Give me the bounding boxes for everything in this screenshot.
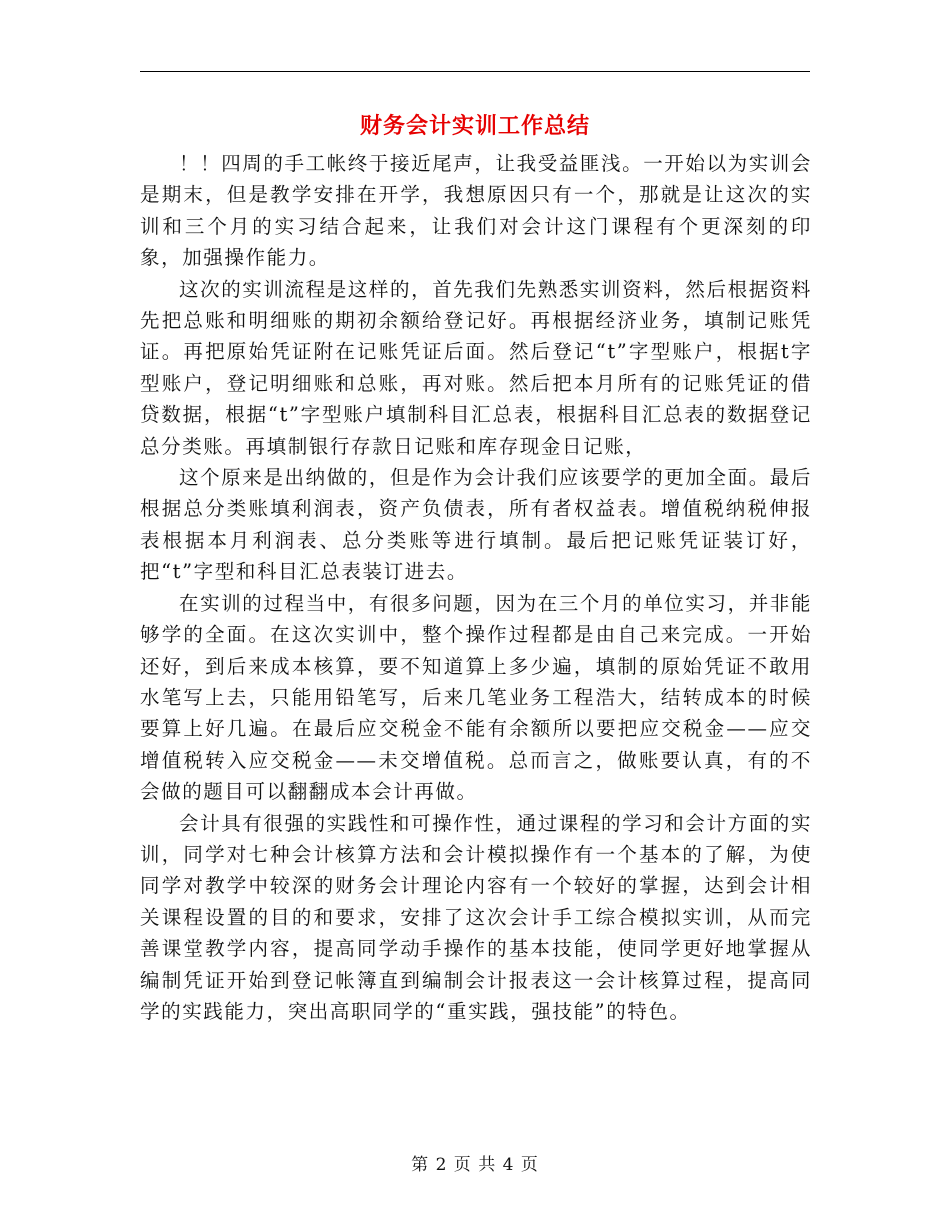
page-number-footer: 第 2 页 共 4 页 xyxy=(411,1155,539,1175)
paragraph-5: 会计具有很强的实践性和可操作性，通过课程的学习和会计方面的实训，同学对七种会计核算方法和会计模拟操作有一个基本的了解，为使同学对教学中较深的财务会计理论内容有一个较好的掌握，达到会计相关课程设置的目的和要求，安排了这次会计手工综合模拟实训，从而完善课堂教学内容，提高同学动手操作的基本技能，使同学更好地掌握从编制凭证开始到登记帐簿直到编制会计报表这一会计核算过程，提高同学的实践能力，突出高职同学的“重实践，强技能”的特色。 xyxy=(140,811,813,1023)
paragraph-3: 这个原来是出纳做的，但是作为会计我们应该要学的更加全面。最后根据总分类账填利润表，资产负债表，所有者权益表。增值税纳税伸报表根据本月利润表、总分类账等进行填制。最后把记账凭证装订好，把“t”字型和科目汇总表装订进去。 xyxy=(140,466,813,584)
header-rule xyxy=(140,71,810,72)
document-title: 财务会计实训工作总结 xyxy=(359,113,590,139)
document-body xyxy=(140,148,812,1027)
paragraph-1: ！！四周的手工帐终于接近尾声，让我受益匪浅。一开始以为实训会是期末，但是教学安排在开学，我想原因只有一个，那就是让这次的实训和三个月的实习结合起来，让我们对会计这门课程有个更深刻的印象，加强操作能力。 xyxy=(140,152,813,270)
paragraph-4: 在实训的过程当中，有很多问题，因为在三个月的单位实习，并非能够学的全面。在这次实训中，整个操作过程都是由自己来完成。一开始还好，到后来成本核算，要不知道算上多少遍，填制的原始凭证不敢用水笔写上去，只能用铅笔写，后来几笔业务工程浩大，结转成本的时候要算上好几遍。在最后应交税金不能有余额所以要把应交税金——应交增值税转入应交税金——未交增值税。总而言之，做账要认真，有的不会做的题目可以翻翻成本会计再做。 xyxy=(140,591,813,804)
paragraph-2: 这次的实训流程是这样的，首先我们先熟悉实训资料，然后根据资料先把总账和明细账的期初余额给登记好。再根据经济业务，填制记账凭证。再把原始凭证附在记账凭证后面。然后登记“t”字型账户，根据t字型账户，登记明细账和总账，再对账。然后把本月所有的记账凭证的借贷数据，根据“t”字型账户填制科目汇总表，根据科目汇总表的数据登记总分类账。再填制银行存款日记账和库存现金日记账， xyxy=(140,277,813,458)
